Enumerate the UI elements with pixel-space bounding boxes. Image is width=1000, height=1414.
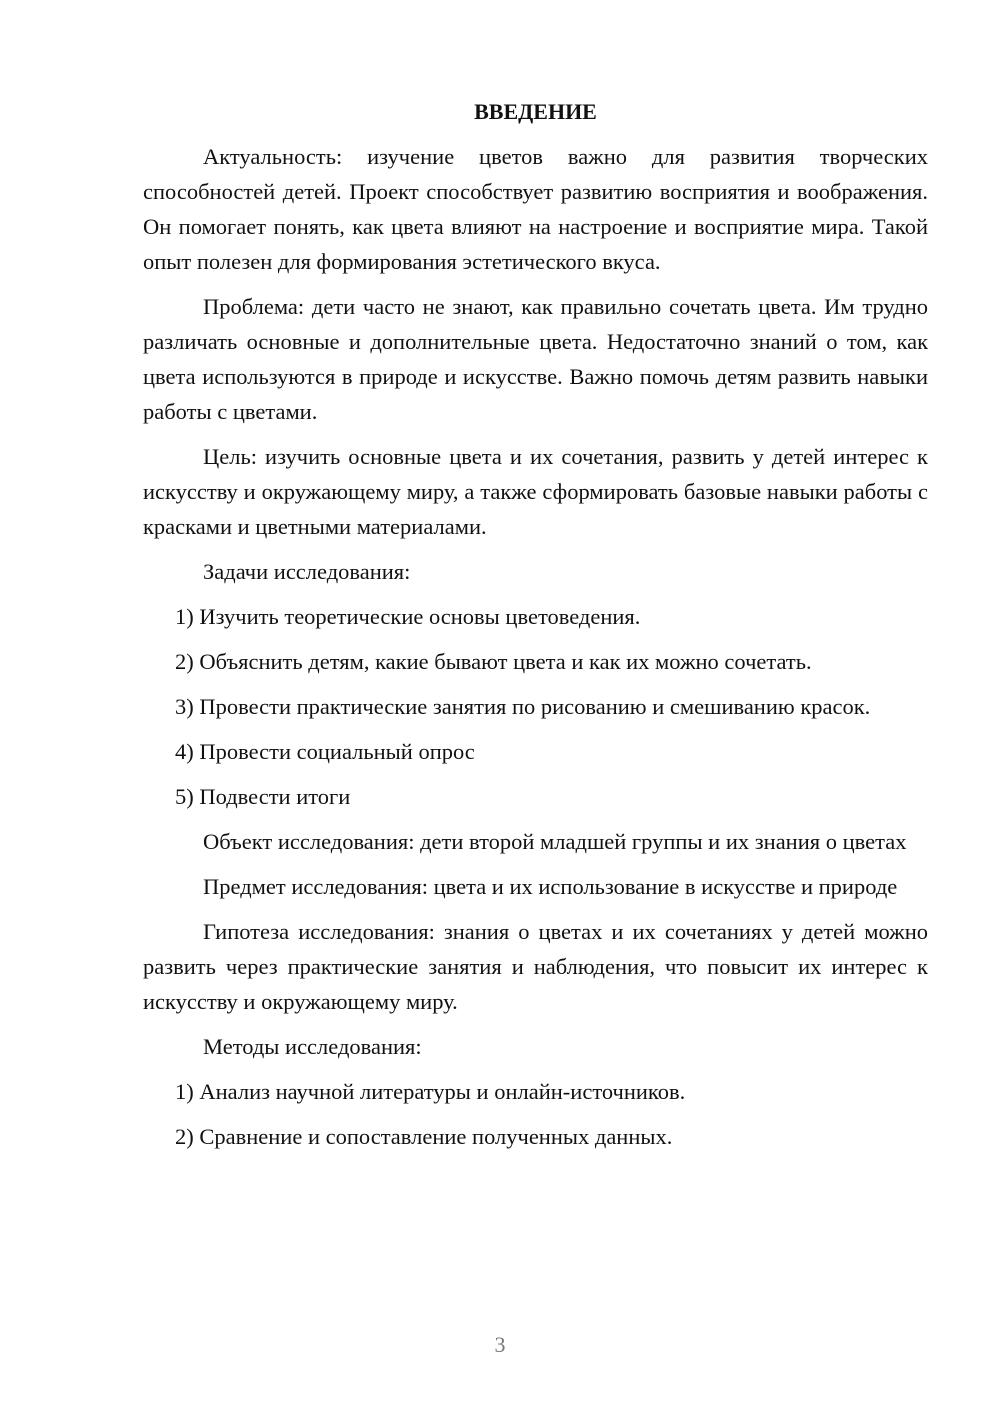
methods-heading: Методы исследования:: [203, 1034, 422, 1059]
hypothesis-paragraph: Гипотеза исследования: знания о цветах и их сочетаниях у детей можно развить через практические занятия и наблюдения, что повысит их интерес к искусству и окружающему миру.: [143, 919, 928, 1014]
problem-paragraph: Проблема: дети часто не знают, как правильно сочетать цвета. Им трудно различать основные и дополнительные цвета. Недостаточно знаний о том, как цвета используются в природе и искусстве. Важно помочь детям развить навыки работы с цветами.: [143, 294, 928, 424]
task-item: 2) Объяснить детям, какие бывают цвета и как их можно сочетать.: [175, 649, 812, 674]
document-page: [143, 94, 928, 1154]
task-item: 4) Провести социальный опрос: [175, 739, 475, 764]
task-item: 5) Подвести итоги: [175, 784, 351, 809]
method-item: 2) Сравнение и сопоставление полученных данных.: [175, 1124, 673, 1149]
page-number: 3: [494, 1332, 506, 1357]
task-item: 3) Провести практические занятия по рисованию и смешиванию красок.: [175, 694, 871, 719]
object-paragraph: Объект исследования: дети второй младшей группы и их знания о цветах: [203, 829, 907, 854]
page-title: ВВЕДЕНИЕ: [474, 99, 597, 124]
relevance-paragraph: Актуальность: изучение цветов важно для развития творческих способностей детей. Проект способствует развитию восприятия и воображения. Он помогает понять, как цвета влияют на настроение и восприятие мира. Такой опыт полезен для формирования эстетического вкуса.: [143, 144, 928, 274]
task-item: 1) Изучить теоретические основы цветоведения.: [175, 604, 641, 629]
goal-paragraph: Цель: изучить основные цвета и их сочетания, развить у детей интерес к искусству и окружающему миру, а также сформировать базовые навыки работы с красками и цветными материалами.: [143, 444, 928, 539]
subject-paragraph: Предмет исследования: цвета и их использование в искусстве и природе: [203, 874, 898, 899]
tasks-heading: Задачи исследования:: [203, 559, 411, 584]
method-item: 1) Анализ научной литературы и онлайн-источников.: [175, 1079, 686, 1104]
